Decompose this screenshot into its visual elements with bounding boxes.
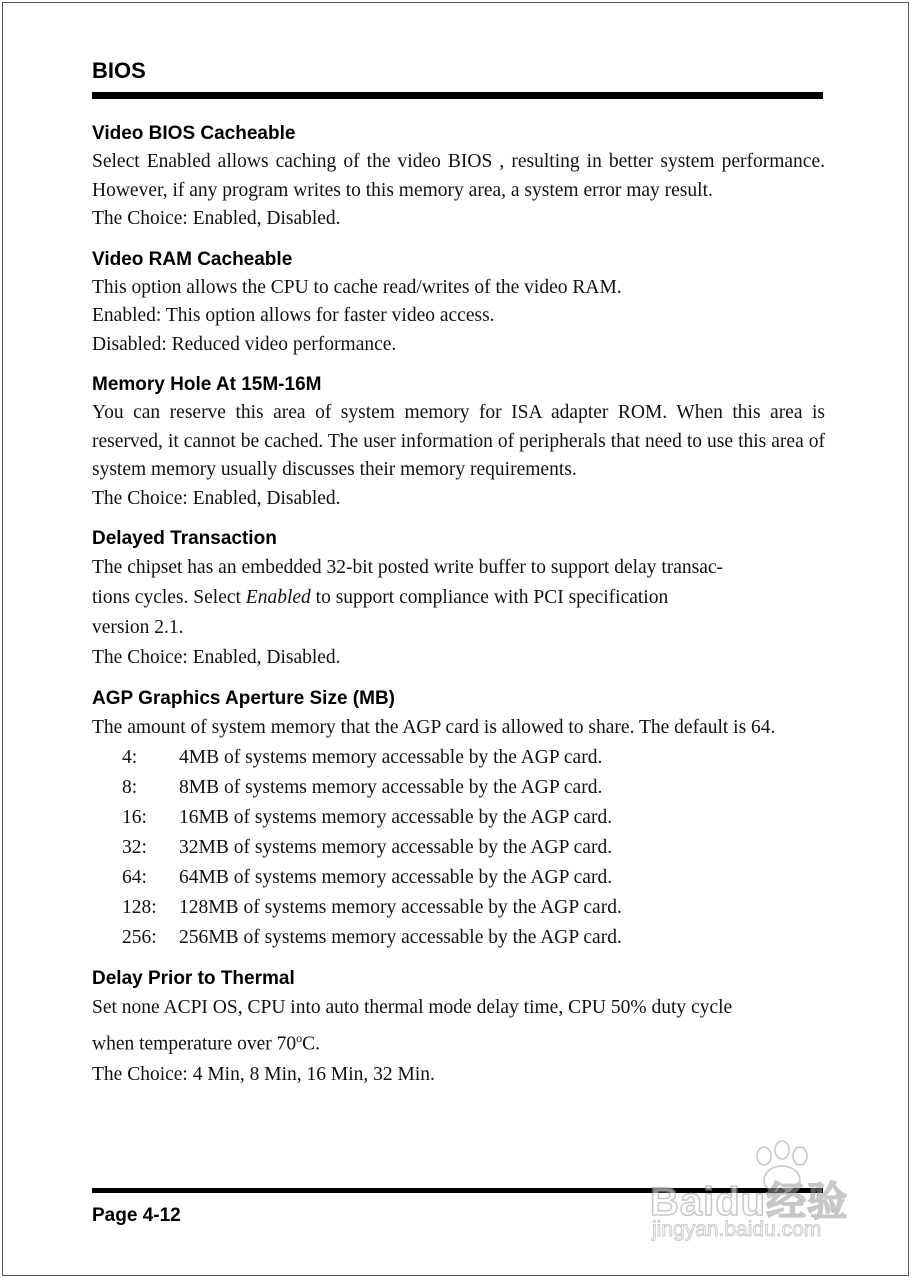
option-key: 64: [122, 867, 147, 888]
option-key: 4: [122, 747, 138, 768]
option-row [92, 923, 825, 953]
option-description: 8MB of systems memory accessable by the AGP card. [179, 777, 603, 798]
section-title: Memory Hole At 15M-16M [92, 374, 322, 395]
text-run: when temperature over 70 [92, 1033, 297, 1055]
paragraph: The amount of system memory that the AGP card is allowed to share. The default is 64. [92, 717, 776, 738]
option-description: 128MB of systems memory accessable by the AGP card. [179, 897, 622, 918]
option-description: 32MB of systems memory accessable by the AGP card. [179, 837, 613, 858]
section-title: Delayed Transaction [92, 528, 277, 549]
paragraph: This option allows the CPU to cache read/writes of the video RAM. [92, 276, 622, 298]
emphasis-text: Enabled [245, 587, 311, 608]
paragraph-line: version 2.1. [92, 617, 184, 638]
section-title: Video BIOS Cacheable [92, 123, 296, 144]
watermark-url: jingyan.baidu.com [652, 1218, 822, 1241]
paragraph: Disabled: Reduced video performance. [92, 333, 397, 355]
header-rule [92, 92, 823, 99]
section-delay-prior-to-thermal [92, 965, 825, 1090]
superscript-degree: o [296, 1031, 303, 1045]
option-description: 64MB of systems memory accessable by the AGP card. [179, 867, 613, 888]
option-key: 16: [122, 807, 147, 828]
watermark [650, 1140, 880, 1250]
section-title: AGP Graphics Aperture Size (MB) [92, 688, 396, 709]
choice-line: The Choice: Enabled, Disabled. [92, 208, 341, 229]
option-list [92, 743, 825, 953]
section-agp-aperture-size [92, 685, 825, 953]
section-title: Video RAM Cacheable [92, 248, 293, 270]
page-header-title: BIOS [92, 58, 146, 83]
option-description: 256MB of systems memory accessable by the AGP card. [179, 927, 622, 948]
choice-line: The Choice: 4 Min, 8 Min, 16 Min, 32 Min. [92, 1063, 435, 1085]
option-key: 32: [122, 837, 147, 858]
section-video-bios-cacheable [92, 120, 825, 234]
text-run: tions cycles. Select [92, 587, 241, 608]
option-description: 16MB of systems memory accessable by the AGP card. [179, 807, 613, 828]
section-title: Delay Prior to Thermal [92, 968, 295, 989]
text-run: C. [302, 1033, 321, 1055]
paragraph-line: The chipset has an embedded 32-bit posted write buffer to support delay transac- [92, 557, 724, 578]
option-row [92, 803, 825, 833]
option-description: 4MB of systems memory accessable by the AGP card. [179, 747, 603, 768]
option-row [92, 743, 825, 773]
option-row [92, 833, 825, 863]
page-number: Page 4-12 [92, 1205, 181, 1226]
text-run: to support compliance with PCI specification [315, 587, 669, 608]
document-body [92, 120, 825, 1102]
paragraph: Enabled: This option allows for faster video access. [92, 305, 495, 326]
section-memory-hole [92, 371, 825, 513]
section-video-ram-cacheable [92, 246, 825, 360]
watermark-brand: Baidu经验 [650, 1180, 849, 1224]
paragraph: Select Enabled allows caching of the video BIOS , resulting in better system performance. However, if any program writes to this memory area, a system error may result. [92, 151, 825, 201]
paragraph-line: Set none ACPI OS, CPU into auto thermal mode delay time, CPU 50% duty cycle [92, 997, 733, 1018]
option-row [92, 893, 825, 923]
paragraph-line [92, 1023, 825, 1060]
option-row [92, 863, 825, 893]
option-row [92, 773, 825, 803]
choice-line: The Choice: Enabled, Disabled. [92, 487, 341, 509]
choice-line: The Choice: Enabled, Disabled. [92, 647, 341, 668]
option-key: 256: [122, 927, 157, 948]
paragraph-line [92, 583, 825, 613]
paragraph: You can reserve this area of system memory for ISA adapter ROM. When this area is reserved, it cannot be cached. The user information of peripherals that need to use this area of system memory usually discusses their memory requirements. [92, 402, 825, 480]
option-key: 128: [122, 897, 157, 918]
option-key: 8: [122, 777, 138, 798]
section-delayed-transaction [92, 525, 825, 673]
